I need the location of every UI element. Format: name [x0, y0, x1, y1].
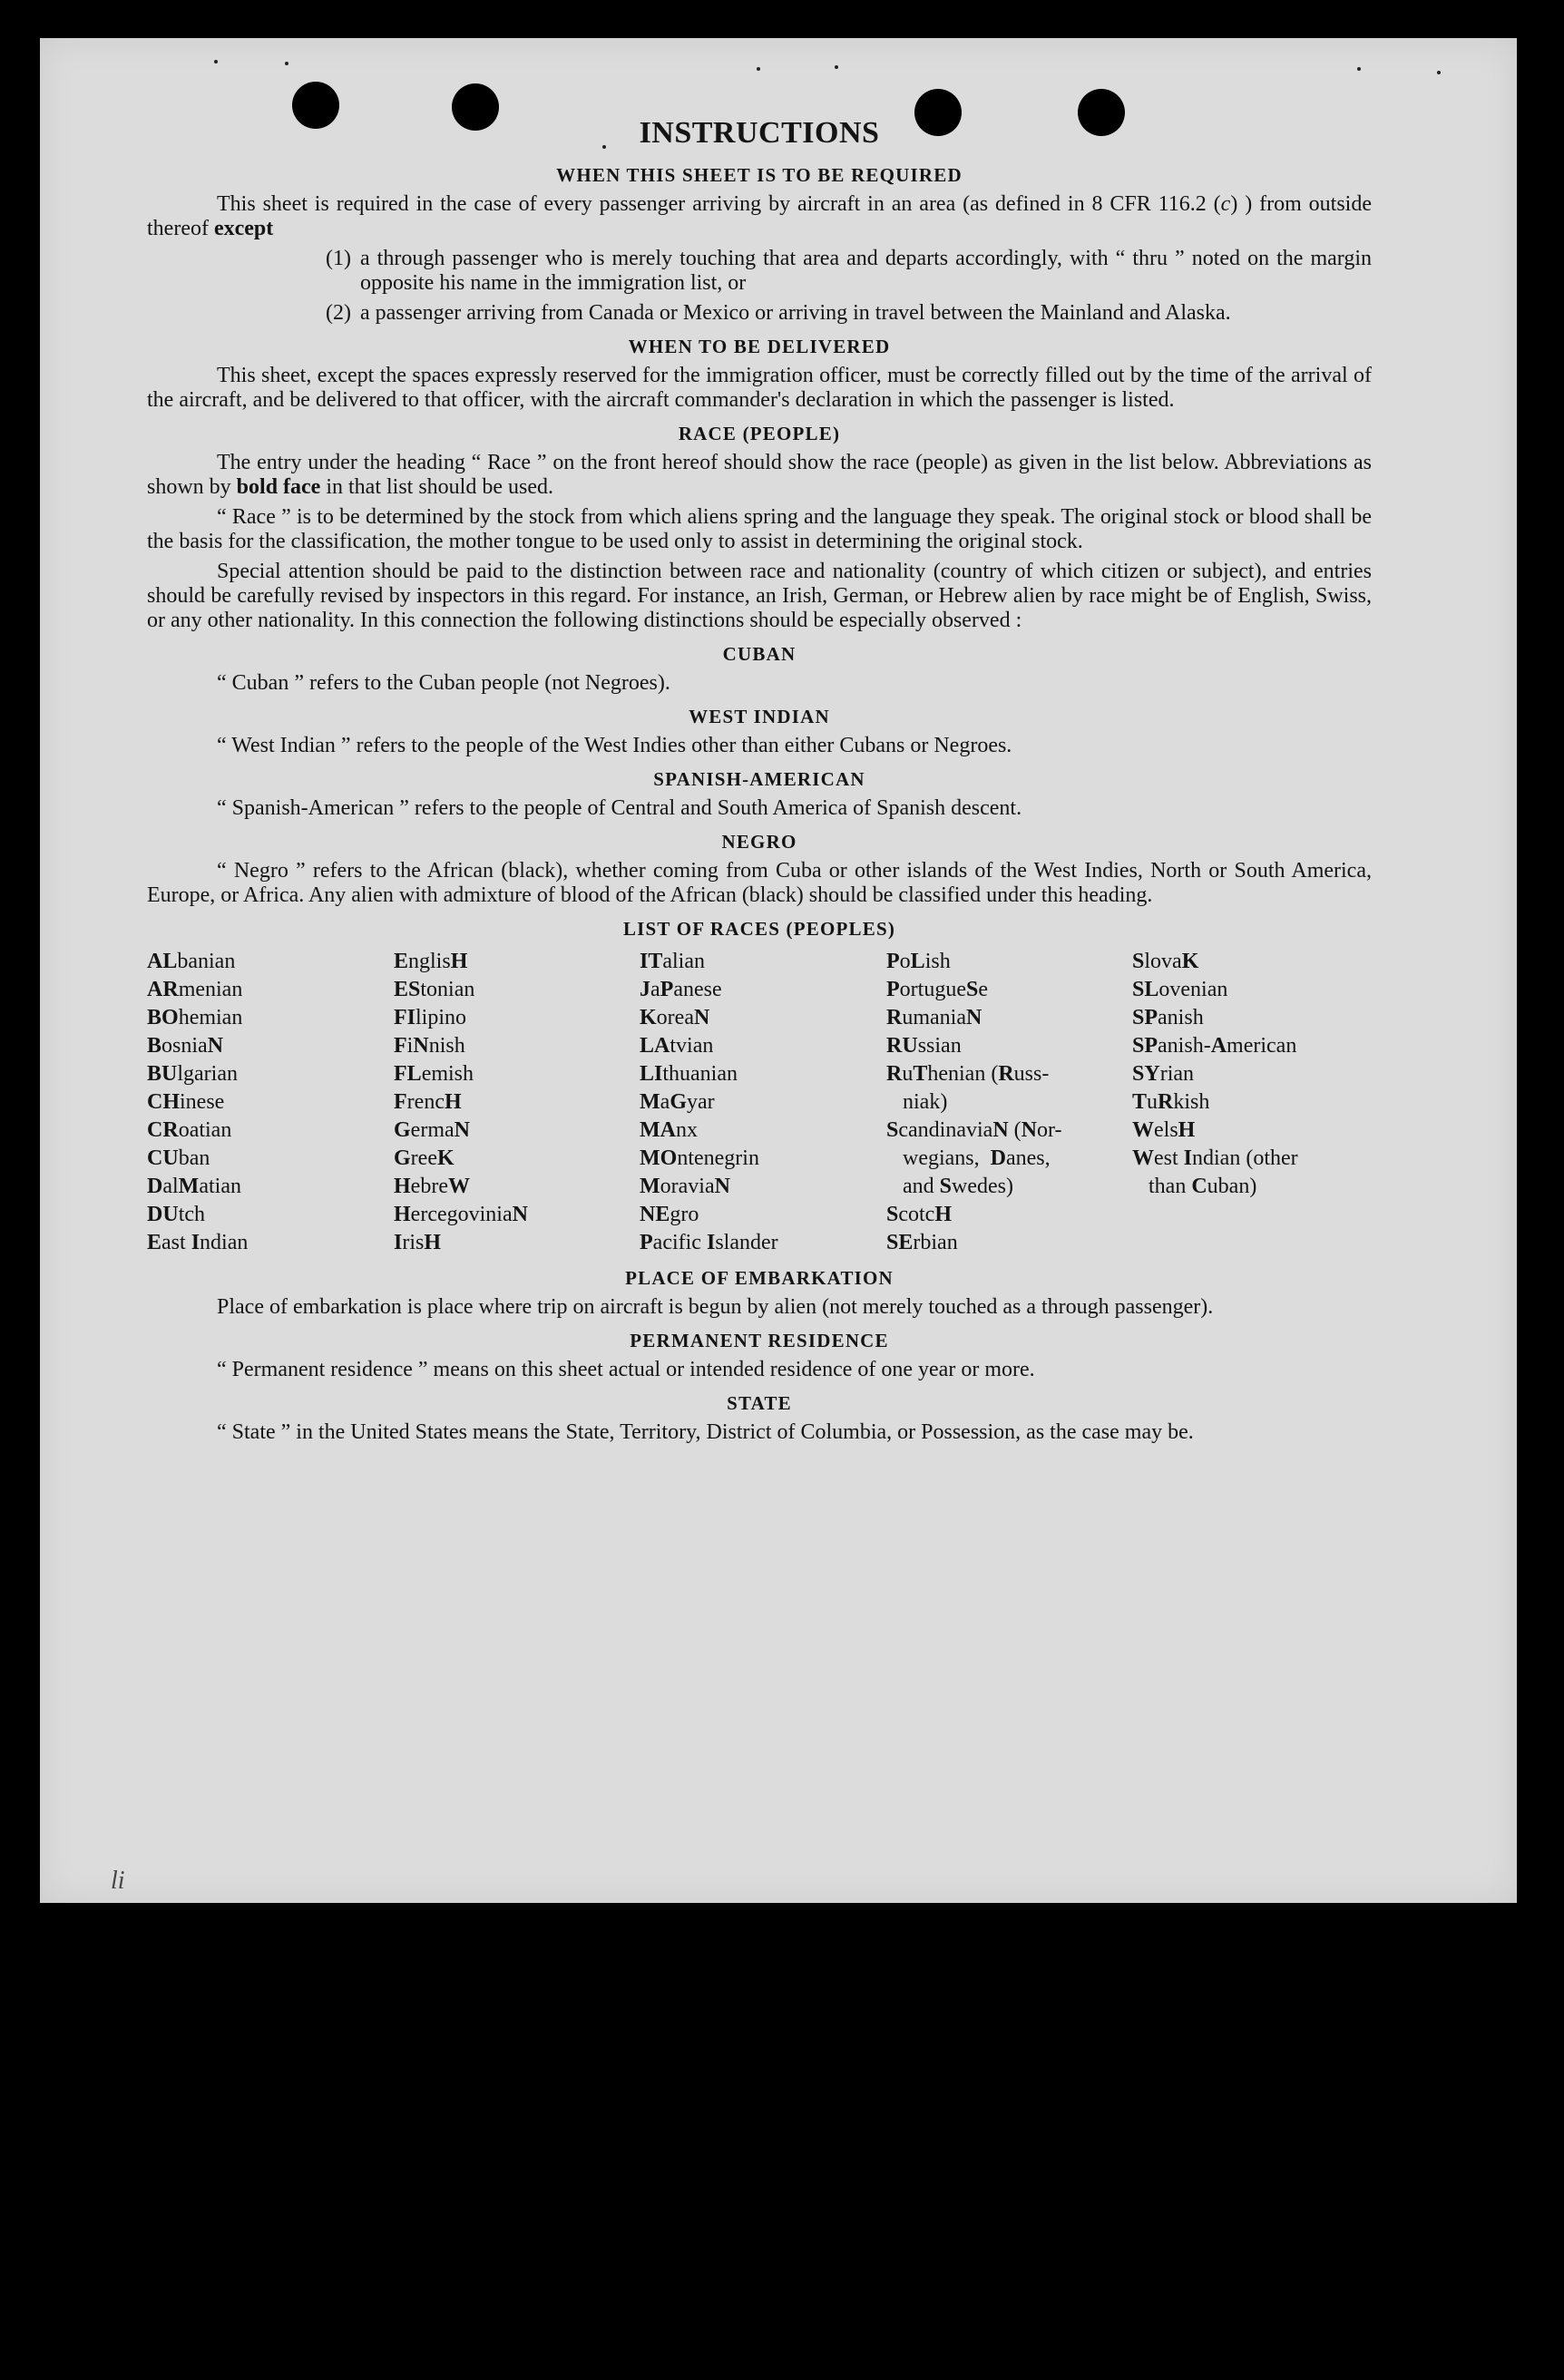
- race-entry: BUlgarian: [147, 1062, 238, 1086]
- race-entry: MAnx: [640, 1118, 698, 1142]
- race-entry: ITalian: [640, 950, 705, 973]
- race-entry: BosniaN: [147, 1034, 224, 1058]
- race-entry: KoreaN: [640, 1006, 710, 1029]
- race-entry: FrencH: [394, 1090, 462, 1114]
- race-entry: RumaniaN: [886, 1006, 982, 1029]
- race-entry: LAtvian: [640, 1034, 714, 1058]
- section-heading-required: WHEN THIS SHEET IS TO BE REQUIRED: [556, 164, 963, 186]
- race-entry: DUtch: [147, 1203, 206, 1226]
- spanish-american-paragraph: “ Spanish-American ” refers to the people of Central and South America of Spanish descent.: [217, 796, 1022, 820]
- dust-speck: [835, 65, 838, 69]
- race-entry: GreeK: [394, 1146, 455, 1170]
- race-entry: MOntenegrin: [640, 1146, 759, 1170]
- race-column-1: [147, 948, 394, 1257]
- section-heading-state: STATE: [727, 1392, 792, 1414]
- race-entry: FiNnish: [394, 1034, 465, 1058]
- race-paragraph-2: “ Race ” is to be determined by the stock from which aliens spring and the language they speak. The original stock or blood shall be the basis for the classification, the mother tongue to be used only to assist in determining the original stock.: [147, 505, 1372, 553]
- dust-speck: [1357, 67, 1361, 71]
- race-entry: MaGyar: [640, 1090, 715, 1114]
- delivered-paragraph: This sheet, except the spaces expressly reserved for the immigration officer, must be correctly filled out by the time of the arrival of the aircraft, and be delivered to that officer, with the aircraft commander's declaration in which the passenger is listed.: [147, 364, 1372, 412]
- race-entry: NEgro: [640, 1203, 699, 1226]
- race-entry: ARmenian: [147, 978, 243, 1001]
- race-entry: SErbian: [886, 1231, 958, 1254]
- cuban-paragraph: “ Cuban ” refers to the Cuban people (not Negroes).: [217, 671, 670, 695]
- embarkation-paragraph: Place of embarkation is place where trip on aircraft is begun by alien (not merely touched as a through passenger).: [217, 1295, 1214, 1319]
- race-entry: SYrian: [1132, 1062, 1195, 1086]
- section-heading-residence: PERMANENT RESIDENCE: [630, 1330, 889, 1351]
- race-entry: HercegoviniaN: [394, 1203, 528, 1226]
- race-entry: TuRkish: [1132, 1090, 1210, 1114]
- required-paragraph: This sheet is required in the case of every passenger arriving by aircraft in an area (as defined in 8 CFR 116.2 (c) ) from outside thereof except: [147, 192, 1372, 240]
- dust-speck: [757, 67, 760, 71]
- section-heading-cuban: CUBAN: [722, 643, 797, 665]
- race-column-2: [394, 948, 640, 1257]
- section-heading-negro: NEGRO: [721, 831, 797, 853]
- west-indian-paragraph: “ West Indian ” refers to the people of the West Indies other than either Cubans or Negroes.: [217, 734, 1012, 757]
- race-entry: CUban: [147, 1146, 210, 1170]
- race-column-4: [886, 948, 1132, 1257]
- page-title: INSTRUCTIONS: [639, 116, 880, 150]
- race-entry: HebreW: [394, 1175, 470, 1198]
- exception-item-2: (2) a passenger arriving from Canada or Mexico or arriving in travel between the Mainland and Alaska.: [326, 301, 1231, 325]
- race-column-3: [640, 948, 886, 1257]
- section-heading-race: RACE (PEOPLE): [678, 423, 841, 444]
- race-entry: WelsH: [1132, 1118, 1196, 1142]
- race-entry: East Indian: [147, 1231, 249, 1254]
- race-entry: FIlipino: [394, 1006, 467, 1029]
- race-entry: ScotcH: [886, 1203, 953, 1226]
- state-paragraph: “ State ” in the United States means the State, Territory, District of Columbia, or Possession, as the case may be.: [217, 1420, 1194, 1444]
- race-entry: wegians, Danes,: [886, 1146, 1051, 1170]
- race-entry: CHinese: [147, 1090, 225, 1114]
- race-paragraph-3: Special attention should be paid to the distinction between race and nationality (country of which citizen or subject), and entries should be carefully revised by inspectors in this regard. For instance, an Irish, German, or Hebrew alien by race might be of English, Swiss, or any other nationality. In this connection the following distinctions should be especially observed :: [147, 560, 1372, 632]
- race-entry: SlovaK: [1132, 950, 1199, 973]
- race-paragraph-1: The entry under the heading “ Race ” on the front hereof should show the race (people) as given in the list below. Abbreviations as shown by bold face in that list should be used.: [147, 451, 1372, 499]
- section-heading-embarkation: PLACE OF EMBARKATION: [625, 1267, 894, 1289]
- residence-paragraph: “ Permanent residence ” means on this sheet actual or intended residence of one year or more.: [217, 1358, 1035, 1381]
- race-entry: GermaN: [394, 1118, 470, 1142]
- race-entry: and Swedes): [886, 1175, 1013, 1198]
- section-heading-delivered: WHEN TO BE DELIVERED: [628, 336, 891, 357]
- race-list: [147, 948, 1372, 1257]
- dust-speck: [1437, 71, 1441, 74]
- race-entry: EnglisH: [394, 950, 468, 973]
- race-entry: CRoatian: [147, 1118, 232, 1142]
- race-entry: IrisH: [394, 1231, 442, 1254]
- race-entry: EStonian: [394, 978, 475, 1001]
- race-column-5: [1132, 948, 1372, 1257]
- race-entry: DalMatian: [147, 1175, 241, 1198]
- race-entry: LIthuanian: [640, 1062, 738, 1086]
- section-heading-spanish-american: SPANISH-AMERICAN: [653, 768, 865, 790]
- race-entry: SPanish-American: [1132, 1034, 1297, 1058]
- race-entry: ScandinaviaN (Nor-: [886, 1118, 1062, 1142]
- section-heading-list-of-races: LIST OF RACES (PEOPLES): [622, 918, 896, 940]
- race-entry: MoraviaN: [640, 1175, 730, 1198]
- race-entry: JaPanese: [640, 978, 722, 1001]
- race-entry: West Indian (other: [1132, 1146, 1298, 1170]
- race-entry: RUssian: [886, 1034, 962, 1058]
- race-entry: ALbanian: [147, 950, 236, 973]
- race-entry: BOhemian: [147, 1006, 243, 1029]
- race-entry: niak): [886, 1090, 948, 1114]
- race-entry: PoLish: [886, 950, 951, 973]
- race-entry: Pacific Islander: [640, 1231, 778, 1254]
- race-entry: SPanish: [1132, 1006, 1204, 1029]
- race-entry: RuThenian (Russ-: [886, 1062, 1050, 1086]
- race-entry: FLemish: [394, 1062, 474, 1086]
- dust-speck: [285, 62, 288, 65]
- race-entry: than Cuban): [1132, 1175, 1257, 1198]
- dust-speck: [214, 60, 218, 63]
- margin-mark: li: [111, 1867, 125, 1895]
- race-entry: PortugueSe: [886, 978, 988, 1001]
- instructions-text: [147, 116, 1372, 1450]
- race-entry: SLovenian: [1132, 978, 1228, 1001]
- negro-paragraph: “ Negro ” refers to the African (black), whether coming from Cuba or other islands of the West Indies, North or South America, Europe, or Africa. Any alien with admixture of blood of the African (black) should be classified under this heading.: [147, 859, 1372, 907]
- exception-item-1: (1) a through passenger who is merely touching that area and departs accordingly, with “ thru ” noted on the margin opposite his name in the immigration list, or: [326, 247, 1372, 295]
- section-heading-west-indian: WEST INDIAN: [689, 706, 830, 727]
